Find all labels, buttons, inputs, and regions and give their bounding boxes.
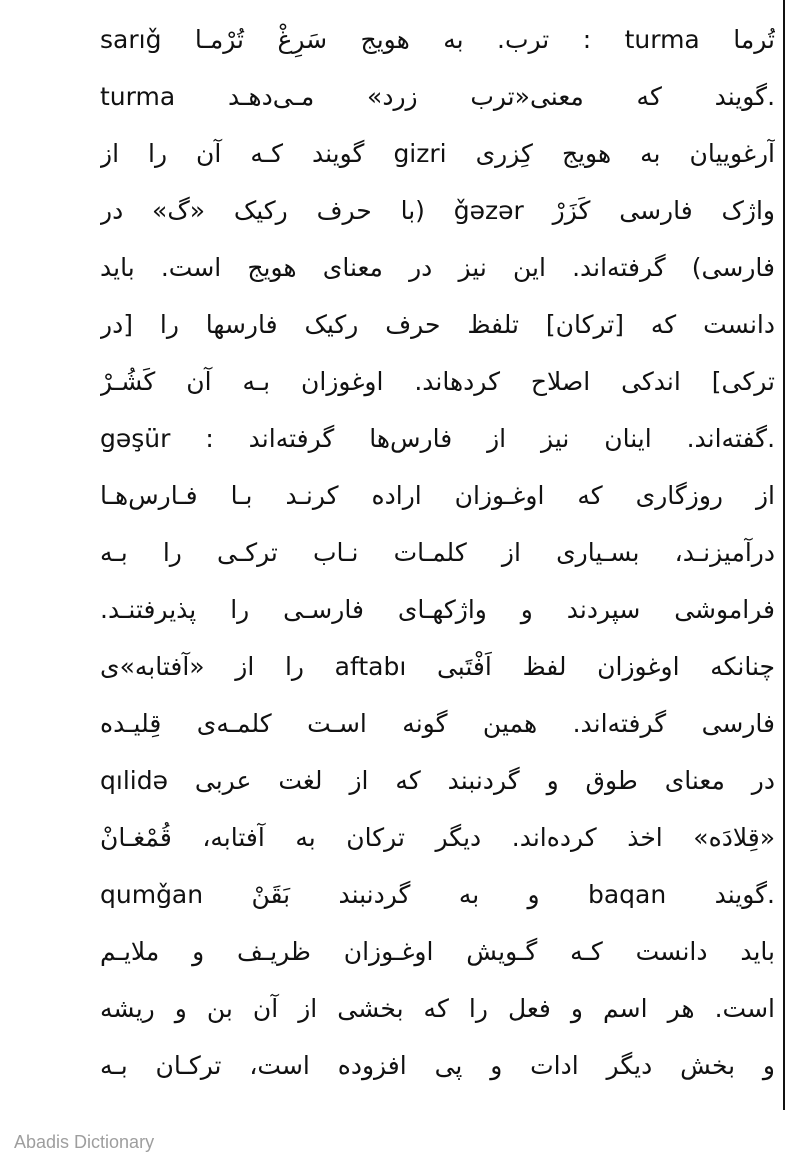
text-line-12: چنانکه اوغوزان لفظ اَفْتَبی aftabı را از «آفتابه»ی	[100, 652, 775, 681]
text-line-9: از روزگاری که اوغـوزان اراده کرنـد بـا فـارس‌هـا	[100, 481, 775, 510]
text-line-3: آرغوییان به هویج کِزری gizri گویند کـه آن را از	[100, 139, 775, 168]
text-line-2: turma گویند که معنی«ترب زرد» مـی‌دهـد.	[100, 82, 775, 111]
text-line-1: تُرما turma : ترب. به هویج سَرِغْ تُرْمـا sarıǧ	[100, 25, 775, 54]
text-line-11: فراموشی سپردند و واژکهـای فارسـی را پذیرفتنـد.	[100, 595, 775, 624]
text-line-15: «قِلادَه» اخذ کرده‌اند. دیگر ترکان به آفتابه، قُمْغـانْ	[100, 823, 775, 852]
text-line-8: gəşür : گفته‌اند. اینان نیز از فارس‌ها گرفته‌اند.	[100, 424, 775, 453]
scanned-text-block	[100, 0, 775, 1110]
text-line-19: و بخش دیگر ادات و پی افزوده است، ترکـان بـه	[100, 1051, 775, 1080]
text-line-16: qumǧan و به گردنبند بَقَنْ baqan گویند.	[100, 880, 775, 909]
page-edge-rule	[783, 0, 785, 1110]
text-line-17: باید دانست کـه گـویش اوغـوزان ظریـف و ملایـم	[100, 937, 775, 966]
text-line-4: واژک فارسی کَزَرْ ǧəzər (با حرف رکیک «گ» در	[100, 196, 775, 225]
text-line-13: فارسی گرفته‌اند. همین گونه اسـت کلمـه‌ی قِلیـده	[100, 709, 775, 738]
source-credit: Abadis Dictionary	[14, 1132, 155, 1152]
text-line-6: دانست که [ترکان] تلفظ حرف رکیک فارسها را [در	[100, 310, 775, 339]
text-line-14: qılidə در معنای طوق و گردنبند که از لغت عربی	[100, 766, 775, 795]
text-line-18: است. هر اسم و فعل را که بخشی از آن بن و ریشه	[100, 994, 775, 1023]
text-line-5: فارسی) گرفته‌اند. این نیز در معنای هویج است. باید	[100, 253, 775, 282]
text-line-7: ترکی] اندکی اصلاح کردهاند. اوغوزان بـه آن کَشُـرْ	[100, 367, 775, 396]
text-line-10: درآمیزنـد، بسـیاری از کلمـات نـاب ترکـی را بـه	[100, 538, 775, 567]
